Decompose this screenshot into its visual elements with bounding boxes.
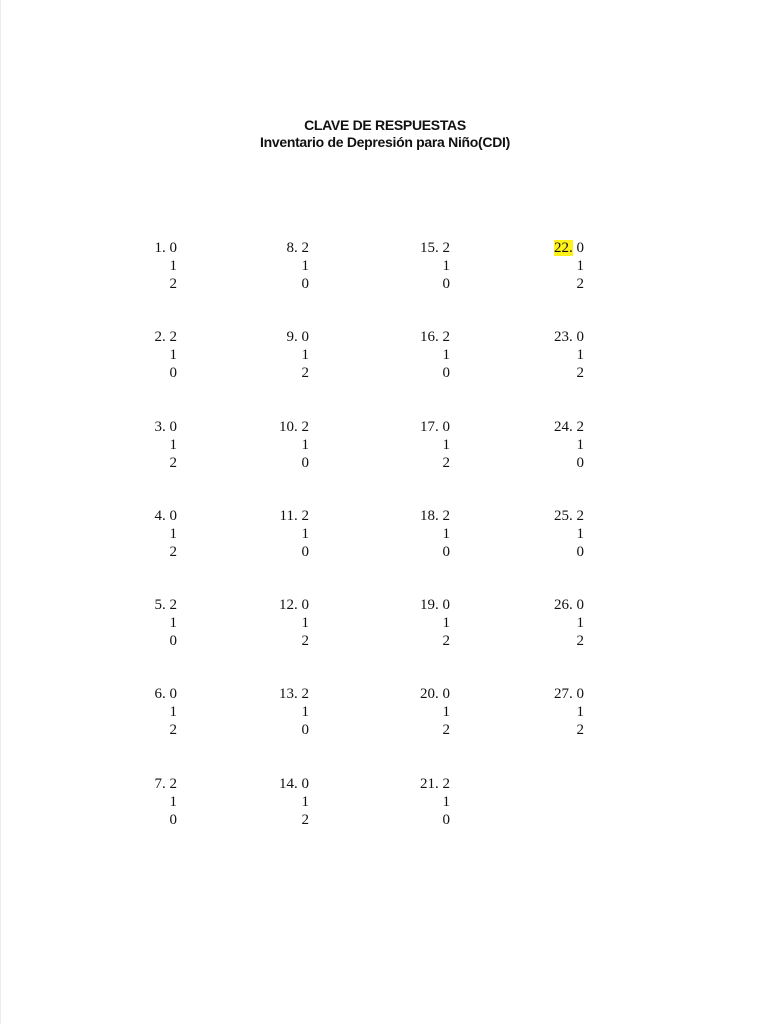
item-third-value: 2 — [169, 455, 177, 471]
answer-item-21 — [370, 775, 450, 829]
item-number: 23. — [554, 329, 573, 345]
answer-item-2 — [97, 328, 177, 382]
item-second-value: 1 — [301, 347, 309, 363]
item-first-value: 0 — [576, 240, 584, 256]
item-number: 20. — [420, 686, 439, 702]
item-second-value: 1 — [576, 347, 584, 363]
answer-item-19 — [370, 596, 450, 650]
answer-item-15 — [370, 239, 450, 293]
item-third-value: 0 — [442, 812, 450, 828]
answer-item-7 — [97, 775, 177, 829]
item-first-value: 2 — [169, 776, 177, 792]
item-first-value: 0 — [169, 508, 177, 524]
item-second-value: 1 — [442, 437, 450, 453]
answer-item-3 — [97, 418, 177, 472]
item-first-value: 2 — [576, 508, 584, 524]
item-number: 14. — [279, 776, 298, 792]
item-first-value: 0 — [301, 329, 309, 345]
answer-item-11 — [229, 507, 309, 561]
item-third-value: 0 — [301, 276, 309, 292]
answer-item-5 — [97, 596, 177, 650]
item-first-value: 2 — [442, 240, 450, 256]
item-third-value: 0 — [442, 276, 450, 292]
item-number: 12. — [279, 597, 298, 613]
answer-item-20 — [370, 685, 450, 739]
answer-item-6 — [97, 685, 177, 739]
item-first-value: 0 — [576, 686, 584, 702]
item-third-value: 2 — [442, 455, 450, 471]
answer-item-10 — [229, 418, 309, 472]
item-third-value: 2 — [442, 722, 450, 738]
item-number-highlighted: 22. — [554, 240, 573, 256]
item-second-value: 1 — [169, 794, 177, 810]
item-third-value: 0 — [169, 633, 177, 649]
item-number: 9. — [286, 329, 298, 345]
item-first-value: 2 — [301, 240, 309, 256]
answer-item-25 — [504, 507, 584, 561]
item-third-value: 2 — [301, 812, 309, 828]
answer-item-9 — [229, 328, 309, 382]
item-first-value: 0 — [576, 329, 584, 345]
item-third-value: 0 — [301, 455, 309, 471]
item-second-value: 1 — [169, 526, 177, 542]
item-number: 8. — [286, 240, 298, 256]
item-number: 4. — [154, 508, 166, 524]
item-first-value: 2 — [576, 419, 584, 435]
item-first-value: 0 — [442, 597, 450, 613]
item-second-value: 1 — [576, 258, 584, 274]
item-first-value: 2 — [301, 508, 309, 524]
item-number: 24. — [554, 419, 573, 435]
item-second-value: 1 — [442, 794, 450, 810]
item-second-value: 1 — [169, 258, 177, 274]
item-second-value: 1 — [301, 704, 309, 720]
item-number: 17. — [420, 419, 439, 435]
item-number: 25. — [554, 508, 573, 524]
item-number: 19. — [420, 597, 439, 613]
item-number: 27. — [554, 686, 573, 702]
item-second-value: 1 — [442, 526, 450, 542]
answer-item-1 — [97, 239, 177, 293]
item-third-value: 2 — [576, 633, 584, 649]
item-number: 5. — [154, 597, 166, 613]
item-number: 3. — [154, 419, 166, 435]
answer-item-13 — [229, 685, 309, 739]
page-subtitle: Inventario de Depresión para Niño(CDI) — [260, 134, 510, 150]
item-number: 1. — [154, 240, 166, 256]
item-first-value: 2 — [442, 776, 450, 792]
answer-item-24 — [504, 418, 584, 472]
item-number: 16. — [420, 329, 439, 345]
answer-item-14 — [229, 775, 309, 829]
item-third-value: 0 — [576, 455, 584, 471]
item-third-value: 2 — [301, 365, 309, 381]
item-number: 10. — [279, 419, 298, 435]
item-second-value: 1 — [169, 437, 177, 453]
item-number: 7. — [154, 776, 166, 792]
item-first-value: 2 — [169, 597, 177, 613]
item-second-value: 1 — [576, 704, 584, 720]
item-first-value: 2 — [442, 329, 450, 345]
item-second-value: 1 — [169, 704, 177, 720]
item-number: 6. — [154, 686, 166, 702]
answer-item-4 — [97, 507, 177, 561]
item-number: 11. — [279, 508, 298, 524]
item-second-value: 1 — [576, 437, 584, 453]
page-title: CLAVE DE RESPUESTAS — [304, 117, 466, 133]
item-second-value: 1 — [442, 615, 450, 631]
item-number: 2. — [154, 329, 166, 345]
item-first-value: 2 — [169, 329, 177, 345]
item-second-value: 1 — [169, 347, 177, 363]
answer-item-22 — [504, 239, 584, 293]
item-third-value: 0 — [301, 722, 309, 738]
answer-item-16 — [370, 328, 450, 382]
item-first-value: 2 — [442, 508, 450, 524]
item-third-value: 2 — [169, 276, 177, 292]
item-number: 13. — [279, 686, 298, 702]
item-second-value: 1 — [442, 704, 450, 720]
item-second-value: 1 — [576, 615, 584, 631]
item-second-value: 1 — [301, 615, 309, 631]
answer-item-26 — [504, 596, 584, 650]
item-second-value: 1 — [301, 794, 309, 810]
item-third-value: 2 — [169, 722, 177, 738]
item-first-value: 0 — [442, 686, 450, 702]
item-first-value: 0 — [169, 240, 177, 256]
item-third-value: 2 — [442, 633, 450, 649]
item-third-value: 2 — [169, 544, 177, 560]
item-third-value: 2 — [576, 722, 584, 738]
item-third-value: 0 — [169, 365, 177, 381]
answer-item-18 — [370, 507, 450, 561]
item-number: 21. — [420, 776, 439, 792]
item-second-value: 1 — [301, 526, 309, 542]
item-third-value: 0 — [442, 365, 450, 381]
item-number: 18. — [420, 508, 439, 524]
item-third-value: 2 — [576, 276, 584, 292]
item-second-value: 1 — [301, 258, 309, 274]
item-second-value: 1 — [576, 526, 584, 542]
item-second-value: 1 — [169, 615, 177, 631]
item-third-value: 2 — [576, 365, 584, 381]
item-third-value: 2 — [301, 633, 309, 649]
item-first-value: 2 — [301, 686, 309, 702]
answer-item-8 — [229, 239, 309, 293]
answer-item-17 — [370, 418, 450, 472]
item-first-value: 0 — [169, 419, 177, 435]
item-first-value: 0 — [442, 419, 450, 435]
item-second-value: 1 — [442, 347, 450, 363]
answer-item-12 — [229, 596, 309, 650]
item-first-value: 0 — [576, 597, 584, 613]
item-number: 15. — [420, 240, 439, 256]
item-third-value: 0 — [169, 812, 177, 828]
item-second-value: 1 — [301, 437, 309, 453]
item-second-value: 1 — [442, 258, 450, 274]
item-third-value: 0 — [442, 544, 450, 560]
item-number: 26. — [554, 597, 573, 613]
item-first-value: 0 — [301, 776, 309, 792]
answer-item-27 — [504, 685, 584, 739]
item-first-value: 0 — [301, 597, 309, 613]
item-third-value: 0 — [576, 544, 584, 560]
answer-item-23 — [504, 328, 584, 382]
item-third-value: 0 — [301, 544, 309, 560]
item-first-value: 0 — [169, 686, 177, 702]
item-first-value: 2 — [301, 419, 309, 435]
